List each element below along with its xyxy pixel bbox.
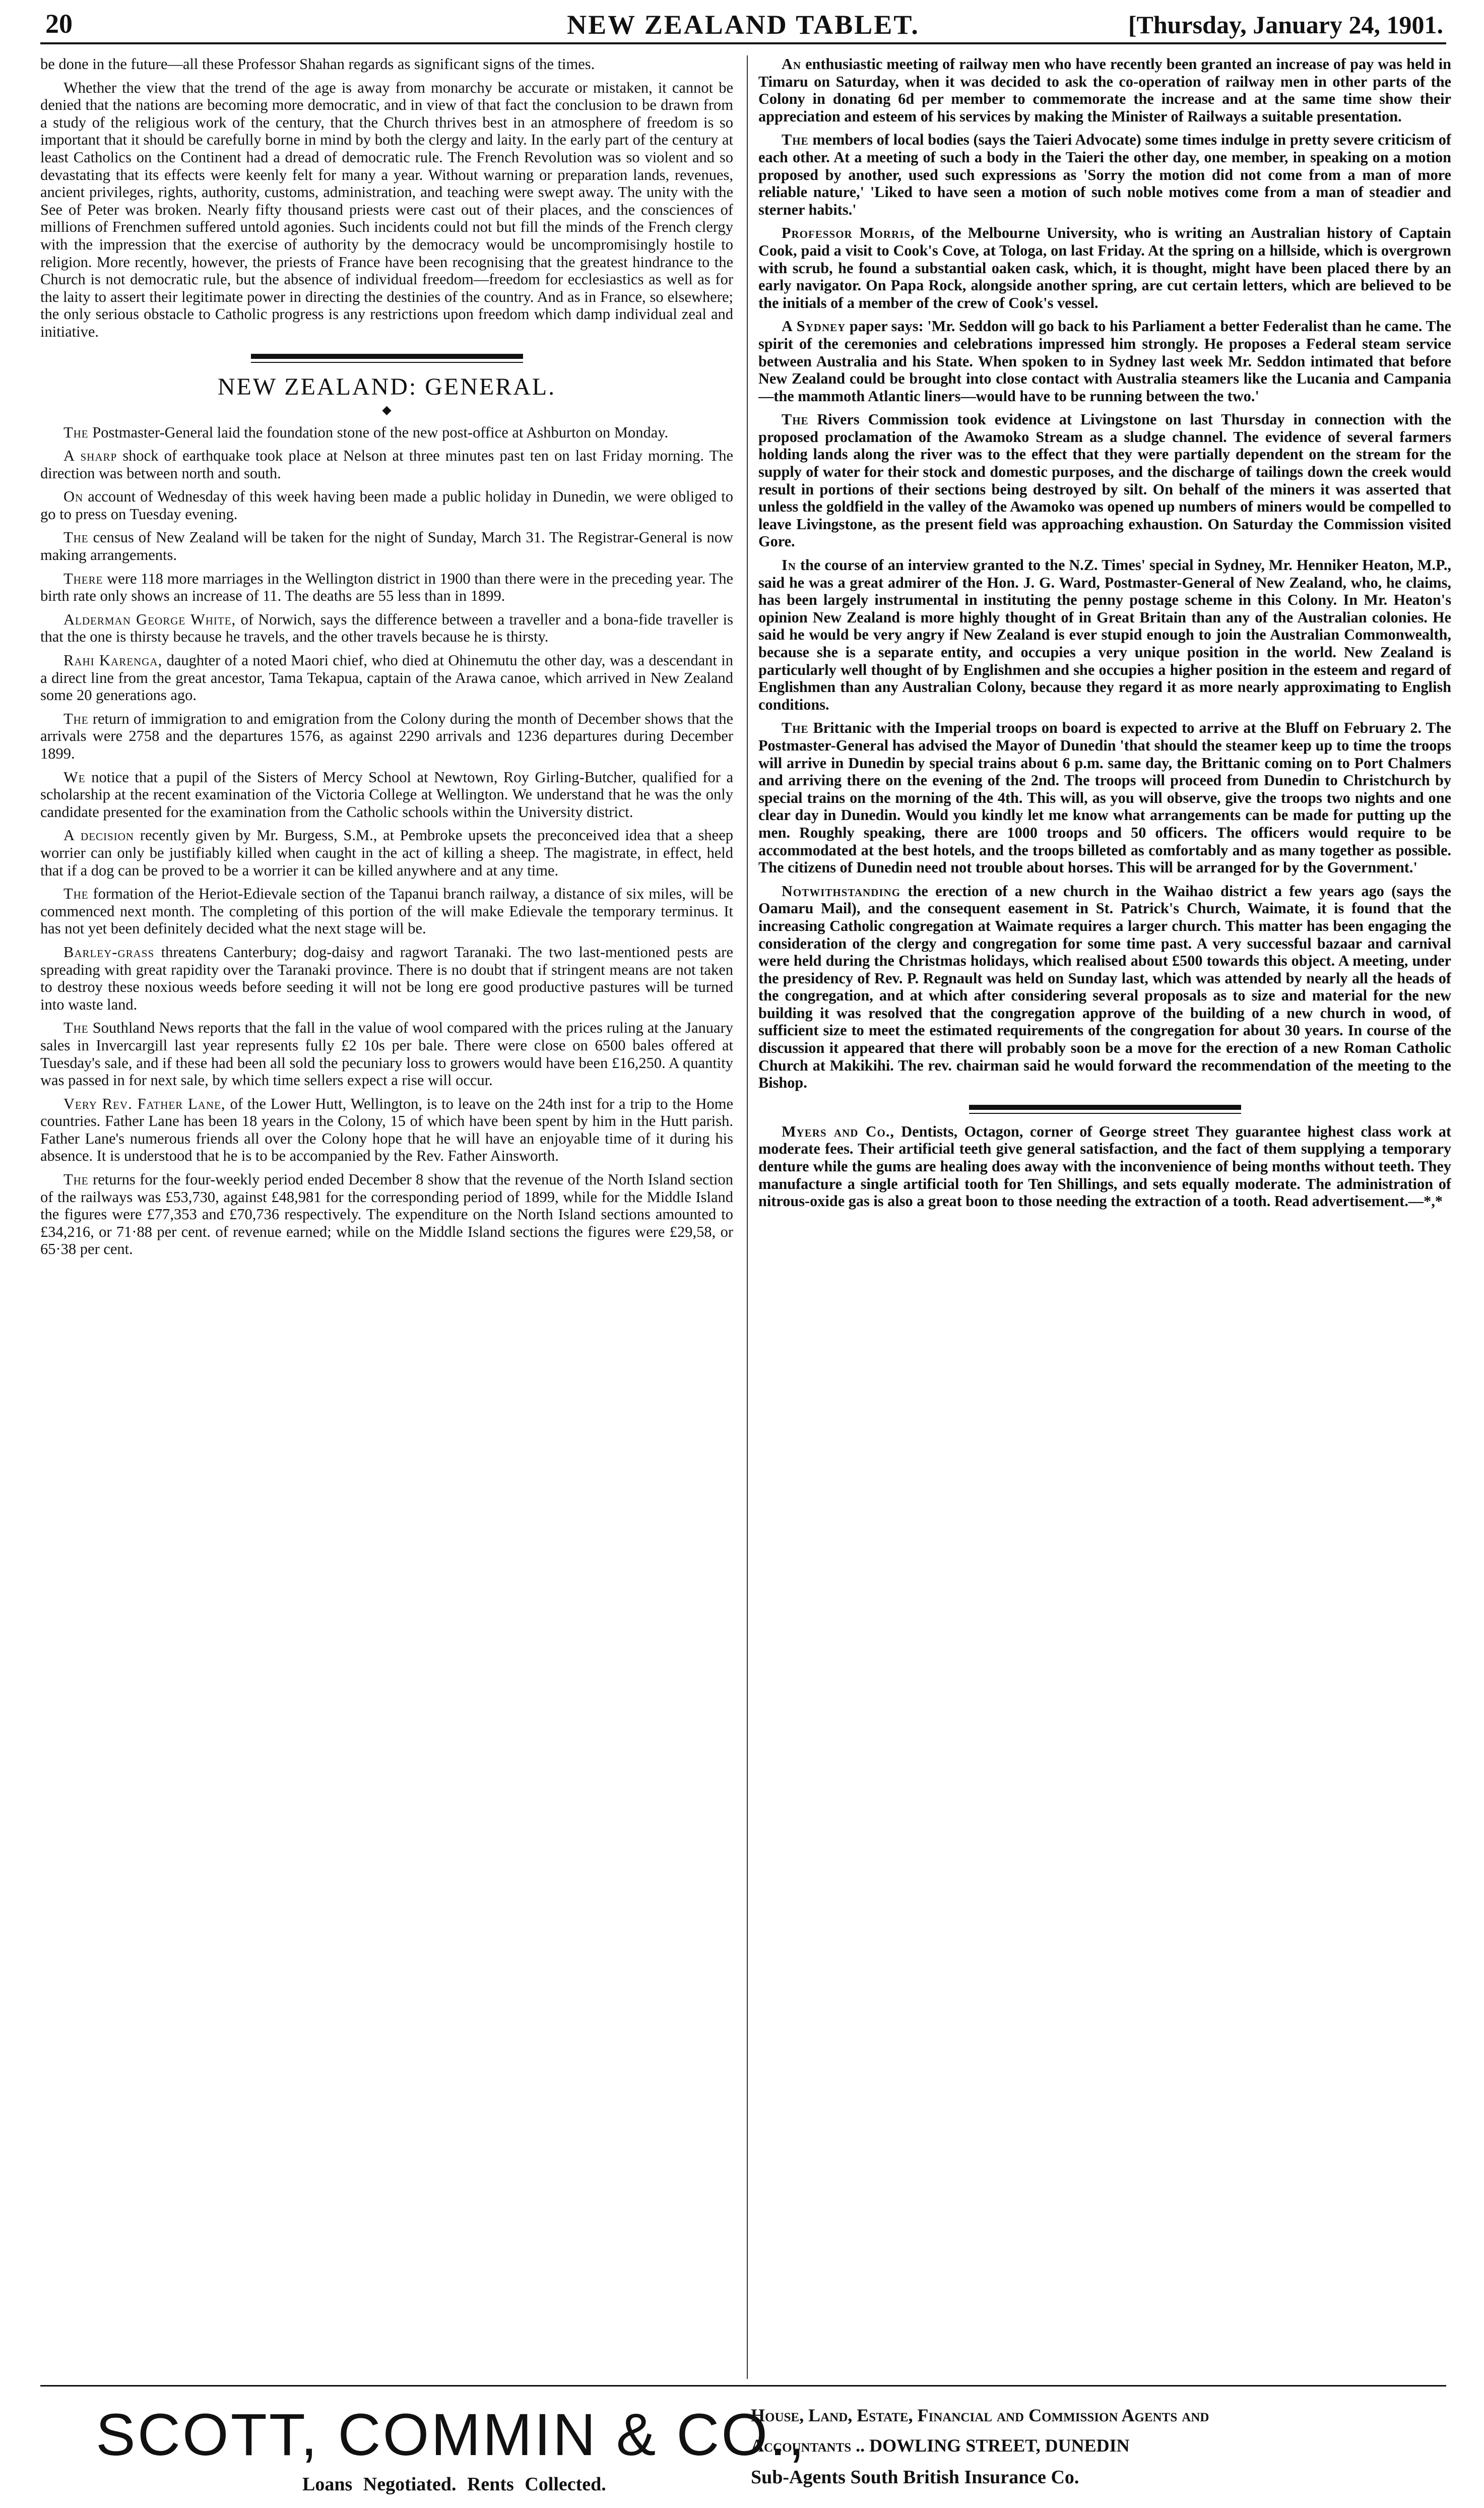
news-items: [40, 424, 733, 1259]
news-item: The census of New Zealand will be taken for the night of Sunday, March 31. The Registrar-General is now making arrangements.: [40, 529, 733, 564]
section-heading: NEW ZEALAND: GENERAL.: [217, 373, 556, 400]
news-item: A Sydney paper says: 'Mr. Seddon will go back to his Parliament a better Federalist than he came. The spirit of the ceremonies and celebrations impressed him strongly. He proposes a Federal steam service between Australia and his State. When spoken to in Sydney last week Mr. Seddon intimated that before New Zealand could be brought into close contact with Australia steamers like the Lucania and Campania—the mammoth Atlantic liners—would have to be running between the two.': [758, 318, 1451, 405]
news-item: The Postmaster-General laid the foundation stone of the new post-office at Ashburton on Monday.: [63, 423, 669, 441]
intro-paragraph: be done in the future—all these Professor Shahan regards as significant signs of the times.: [40, 55, 595, 73]
news-item: On account of Wednesday of this week having been made a public holiday in Dunedin, we were obliged to go to press on Tuesday evening.: [40, 488, 733, 523]
news-item: Professor Morris, of the Melbourne University, who is writing an Australian history of Captain Cook, paid a visit to Cook's Cove, at Tologa, on last Friday. At the spring on a hillside, which is overgrown with scrub, he found a substantial oaken cask, which, it is thought, might have been placed there by an early navigator. On Papa Rock, alongside another spring, are cut certain letters, which are believed to be the initials of a member of the crew of Cook's vessel.: [758, 224, 1451, 311]
masthead: [40, 7, 1446, 44]
section-divider: [758, 1105, 1451, 1114]
issue-date: [Thursday, January 24, 1901.: [1128, 11, 1443, 39]
column-divider: [747, 55, 748, 2379]
dentist-advertisement: Myers and Co., Dentists, Octagon, corner of George street They guarantee highest class work at moderate fees. Their artificial teeth give general satisfaction, and the fact of them supplying a temporary denture while the gums are healing does away with the inconvenience of being months without teeth. They manufacture a single artificial tooth for Ten Shillings, and sets equally moderate. The administration of nitrous-oxide gas is also a great boon to those needing the extraction of a tooth. Read advertisement.—*,*: [758, 1122, 1451, 1210]
news-item: The formation of the Heriot-Edievale section of the Tapanui branch railway, a distance of six miles, will be commenced next month. The completing of this portion of the will make Edievale the temporary terminus. It has not yet been definitely decided what the next stage will be.: [40, 885, 733, 937]
news-item: A decision recently given by Mr. Burgess, S.M., at Pembroke upsets the preconceived idea that a sheep worrier can only be justifiably killed when caught in the act of killing a sheep. The magistrate, in effect, held that if a dog can be proved to be a worrier it can be killed anywhere and at any time.: [40, 827, 733, 879]
news-item: Very Rev. Father Lane, of the Lower Hutt, Wellington, is to leave on the 24th inst for a trip to the Home countries. Father Lane has been 18 years in the Colony, 15 of which have been spent by him in the Hutt parish. Father Lane's numerous friends all over the Colony hope that he will have an enjoyable time of it during his absence. It is understood that he is to be accompanied by the Rev. Father Ainsworth.: [40, 1095, 733, 1165]
firm-name: SCOTT, COMMIN & CO.,: [96, 2402, 807, 2468]
news-item: Notwithstanding the erection of a new church in the Waihao district a few years ago (says the Oamaru Mail), and the consequent easement in St. Patrick's Church, Waimate, it is found that the increasing Catholic congregation at Waimate requires a larger church. This matter has been engaging the consideration of the clergy and congregation for some time past. A very successful bazaar and carnival were held during the Christmas holidays, which realised about £500 towards this object. A meeting, under the presidency of Rev. P. Regnault was held on Sunday last, which was attended by nearly all the heads of the congregation, and at which after considering several proposals as to size and material for the new building it was resolved that the congregation approve of the building of a new church in wood, of sufficient size to meet the estimated requirements of the congregation for about 30 years. In course of the discussion it appeared that there will probably soon be a move for the erection of a new Roman Catholic Church at Makikihi. The rev. chairman said he would forward the recommendation of the meeting to the Bishop.: [758, 882, 1451, 1092]
news-item: Rahi Karenga, daughter of a noted Maori chief, who died at Ohinemutu the other day, was a descendant in a direct line from the great ancestor, Tama Tekapua, captain of the Arawa canoe, which arrived in New Zealand some 20 generations ago.: [40, 652, 733, 704]
news-item: The Brittanic with the Imperial troops on board is expected to arrive at the Bluff on February 2. The Postmaster-General has advised the Mayor of Dunedin 'that should the steamer keep up to time the troops will arrive in Dunedin by special trains about 6 p.m. same day, the Brittanic coming on to Port Chalmers and arriving there on the evening of the 2nd. The troops will proceed from Dunedin to Christchurch by special trains on the morning of the 4th. This will, as you will observe, give the troops two nights and one clear day in Dunedin. Would you kindly let me know what arrangements can be made for putting up the men. Roughly speaking, there are 1000 troops and 50 officers. The officers would require to be accommodated at the best hotels, and the troops billeted as comfortably and as many together as possible. The citizens of Dunedin need not trouble about horses. This will be arranged for by the Government.': [758, 719, 1451, 876]
thin-rule: [969, 1113, 1241, 1114]
news-item: We notice that a pupil of the Sisters of Mercy School at Newtown, Roy Girling-Butcher, qualified for a scholarship at the recent examination of the Victoria College at Wellington. We understand that he was the only candidate presented for the examination from the Catholic schools within the University district.: [40, 768, 733, 821]
thick-rule: [251, 354, 523, 359]
newspaper-title: NEW ZEALAND TABLET.: [567, 10, 920, 40]
news-item: Alderman George White, of Norwich, says the difference between a traveller and a bona-fide traveller is that the one is thirsty because he travels, and the other travels because he is thirsty.: [40, 610, 733, 646]
news-item: In the course of an interview granted to the N.Z. Times' special in Sydney, Mr. Henniker Heaton, M.P., said he was a great admirer of the Hon. J. G. Ward, Postmaster-General of New Zealand, who, he claims, has been largely instrumental in instituting the penny postage scheme in this Colony. In Mr. Heaton's opinion New Zealand is more highly thought of in Great Britain than any of the Australian colonies. He said he would be very angry if New Zealand is ever stupid enough to join the Australian Commonwealth, because she is a separate entity, and occupies a very unique position in the world. New Zealand is particularly well thought of by Englishmen and she occupies a higher position in the esteem and regard of Englishmen than any Australian Colony, because they regard it as more nearly approximating to English conditions.: [758, 556, 1451, 713]
news-item: Barley-grass threatens Canterbury; dog-daisy and ragwort Taranaki. The two last-mentioned pests are spreading with great rapidity over the Taranaki province. There is no doubt that if stringent means are not taken to destroy these noxious weeds before seeding it will not be long ere good productive pastures will be turned into waste land.: [40, 943, 733, 1013]
intro-paragraphs: [40, 55, 733, 341]
thick-rule: [969, 1105, 1241, 1110]
news-item: An enthusiastic meeting of railway men who have recently been granted an increase of pay was held in Timaru on Saturday, when it was decided to ask the co-operation of railway men in other parts of the Colony in donating 6d per member to commemorate the increase and at the same time show their appreciation and esteem of his services by making the Minister of Railways a suitable presentation.: [758, 55, 1451, 125]
news-item: A sharp shock of earthquake took place at Nelson at three minutes past ten on last Friday morning. The direction was between north and south.: [40, 447, 733, 482]
footer-advertisement: [40, 2385, 1446, 2502]
news-item: The members of local bodies (says the Taieri Advocate) some times indulge in pretty severe criticism of each other. At a meeting of such a body in the Taieri the other day, one member, in speaking on a motion proposed by another, used such expressions as 'Sorry the motion did not come from a man of more reliable nature,' 'Liked to have seen a motion of such noble motives come from a man of steadier and sterner habits.': [758, 131, 1451, 218]
right-column: [758, 55, 1451, 2379]
news-items-right: [758, 55, 1451, 1092]
firm-line-3: Sub-Agents South British Insurance Co.: [751, 2467, 1079, 2488]
section-divider: [40, 354, 733, 363]
news-item: The Rivers Commission took evidence at Livingstone on last Thursday in connection with the proposed proclamation of the Awamoko Stream as a sludge channel. The evidence of several farmers holding lands along the river was to the effect that they were partially dependent on the stream for the supply of water for their stock and domestic purposes, and the discharge of tailings down the creek would result in portions of their sections being destroyed by silt. On behalf of the miners it was asserted that unless the goldfield in the valley of the Awamoko was opened up numbers of miners would be compelled to leave Livingstone, as the present field was approaching exhaustion. On Saturday the Commission visited Gore.: [758, 411, 1451, 550]
firm-line-2: Accountants .. DOWLING STREET, DUNEDIN: [751, 2435, 1130, 2456]
diamond-ornament-icon: ◆: [382, 402, 392, 417]
news-item: There were 118 more marriages in the Wellington district in 1900 than there were in the preceding year. The birth rate only shows an increase of 11. The deaths are 55 less than in 1899.: [40, 570, 733, 605]
news-item: The return of immigration to and emigration from the Colony during the month of December shows that the arrivals were 2758 and the departures 1576, as against 2290 arrivals and 1236 departures during December 1899.: [40, 710, 733, 762]
news-item: The returns for the four-weekly period ended December 8 show that the revenue of the North Island section of the railways was £53,730, against £48,981 for the corresponding period of 1899, while for the Middle Island the figures were £77,353 and £70,736 respectively. The expenditure on the North Island sections amounted to £34,216, or 71·88 per cent. of revenue earned; while on the Middle Island sections the figures were £29,58, or 65·38 per cent.: [40, 1171, 733, 1258]
news-item: The Southland News reports that the fall in the value of wool compared with the prices ruling at the January sales in Invercargill last year represents fully £2 10s per bale. There were close on 6500 bales offered at Tuesday's sale, and if these had been all sold the pecuniary loss to growers would have been £16,250. A quantity was passed in for next sale, by which time sellers expect a rise will occur.: [40, 1019, 733, 1089]
left-column: [40, 55, 733, 2379]
intro-paragraph: Whether the view that the trend of the age is away from monarchy be accurate or mistaken, it cannot be denied that the nations are becoming more democratic, and in view of that fact the conclusion to be drawn from a study of the religious work of the century, that the Church thrives best in an atmosphere of freedom is so important that it should be carefully borne in mind by both the clergy and laity. In the early part of the century at least Catholics on the Continent had a dread of democratic rule. The French Revolution was so violent and so devastating that its effects were keenly felt for many a year. Without warning or preparation lands, revenues, ancient privileges, rights, authority, customs, administration, and teaching were swept away. The unity with the See of Peter was broken. Nearly fifty thousand priests were cast out of their places, and the consciences of millions of Frenchmen suffered untold agonies. Such incidents could not but fill the minds of the French clergy with the impression that the exercise of authority by the democracy would be uncompromisingly hostile to religion. More recently, however, the priests of France have been recognising that the greatest hindrance to the Church is not democratic rule, but the absence of individual freedom—freedom for ecclesiastics as well as for the laity to assert their legitimate power in directing the destinies of the country. And as in France, so elsewhere; the only serious obstacle to Catholic progress is any restrictions upon freedom which damp individual zeal and initiative.: [40, 79, 733, 340]
firm-services: Loans Negotiated. Rents Collected.: [302, 2474, 606, 2495]
thin-rule: [251, 362, 523, 363]
page-number: 20: [45, 9, 73, 39]
firm-line-1: House, Land, Estate, Financial and Commission Agents and: [751, 2405, 1209, 2425]
